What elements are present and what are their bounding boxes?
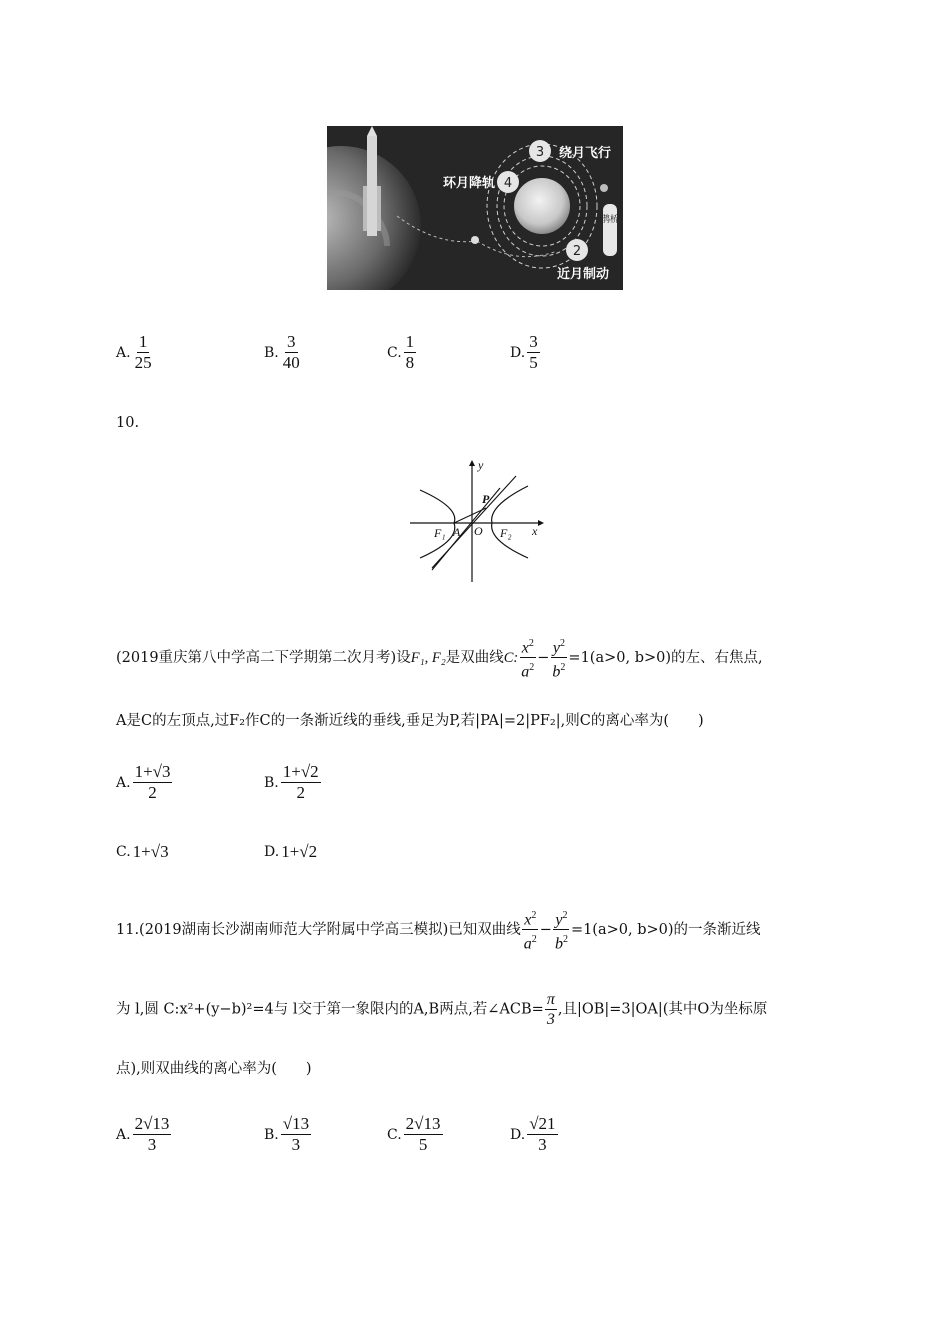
moon-shape (514, 178, 570, 234)
lunar-mission-image (327, 126, 623, 290)
q10-stem-line1: (2019重庆第八中学高二下学期第二次月考)设F₁, F₂是双曲线C: $\frac{x^2}{a^2}$ − $\frac{y^2}{b^2}$ =1(a>0, b>0)的左、右焦点, (116, 634, 763, 682)
svg-text:2: 2 (572, 244, 582, 259)
svg-text:鹊桥: 鹊桥 (600, 215, 620, 225)
q10-number: 10. (116, 415, 140, 431)
svg-text:4: 4 (503, 176, 513, 191)
q10-option-c[interactable]: C. 1+√3 (116, 842, 169, 861)
q11-stem-line1: 11.(2019湖南长沙湖南师范大学附属中学高三模拟)已知双曲线 $\frac{x^2}{a^2}$ − $\frac{y^2}{b^2}$ =1(a>0, b>0)的一条渐近线 (116, 906, 761, 954)
q10-option-a[interactable]: A. $\frac{1+√3}{2}$ (116, 762, 171, 802)
label-lunar-flight: 绕月飞行 (559, 146, 612, 161)
q11-option-d[interactable]: D. $\frac{√21}{3}$ (510, 1114, 556, 1154)
label-lunar-braking: 近月制动 (557, 267, 610, 282)
q10-option-b[interactable]: B. $\frac{1+√2}{2}$ (264, 762, 319, 802)
q11-option-a[interactable]: A. $\frac{2√13}{3}$ (116, 1114, 170, 1154)
rocket-shape (367, 136, 377, 236)
label-orbit-descent: 环月降轨 (443, 176, 496, 191)
q9-option-a[interactable]: A. $\frac{1}{25}$ (116, 332, 152, 372)
svg-text:3: 3 (535, 145, 545, 160)
hyperbola-graph: y x P O A F₁ F₂ (408, 458, 548, 584)
q9-option-c[interactable]: C. $\frac{1}{8}$ (387, 332, 415, 372)
q9-option-d[interactable]: D. $\frac{3}{5}$ (510, 332, 538, 372)
q11-stem-line3: 点),则双曲线的离心率为( ) (116, 1061, 312, 1077)
q9-option-b[interactable]: B. $\frac{3}{40}$ (264, 332, 300, 372)
q11-option-b[interactable]: B. $\frac{√13}{3}$ (264, 1114, 310, 1154)
q10-stem-line2: A是C的左顶点,过F₂作C的一条渐近线的垂线,垂足为P,若|PA|=2|PF₂|,则C的离心率为( ) (116, 713, 704, 729)
q11-option-c[interactable]: C. $\frac{2√13}{5}$ (387, 1114, 441, 1154)
q11-stem-line2: 为 l,圆 C:x²+(y−b)²=4与 l交于第一象限内的A,B两点,若∠ACB= $\frac{\pi}{3}$ ,且|OB|=3|OA|(其中O为坐标原 (116, 991, 768, 1028)
q10-option-d[interactable]: D. 1+√2 (264, 842, 318, 861)
